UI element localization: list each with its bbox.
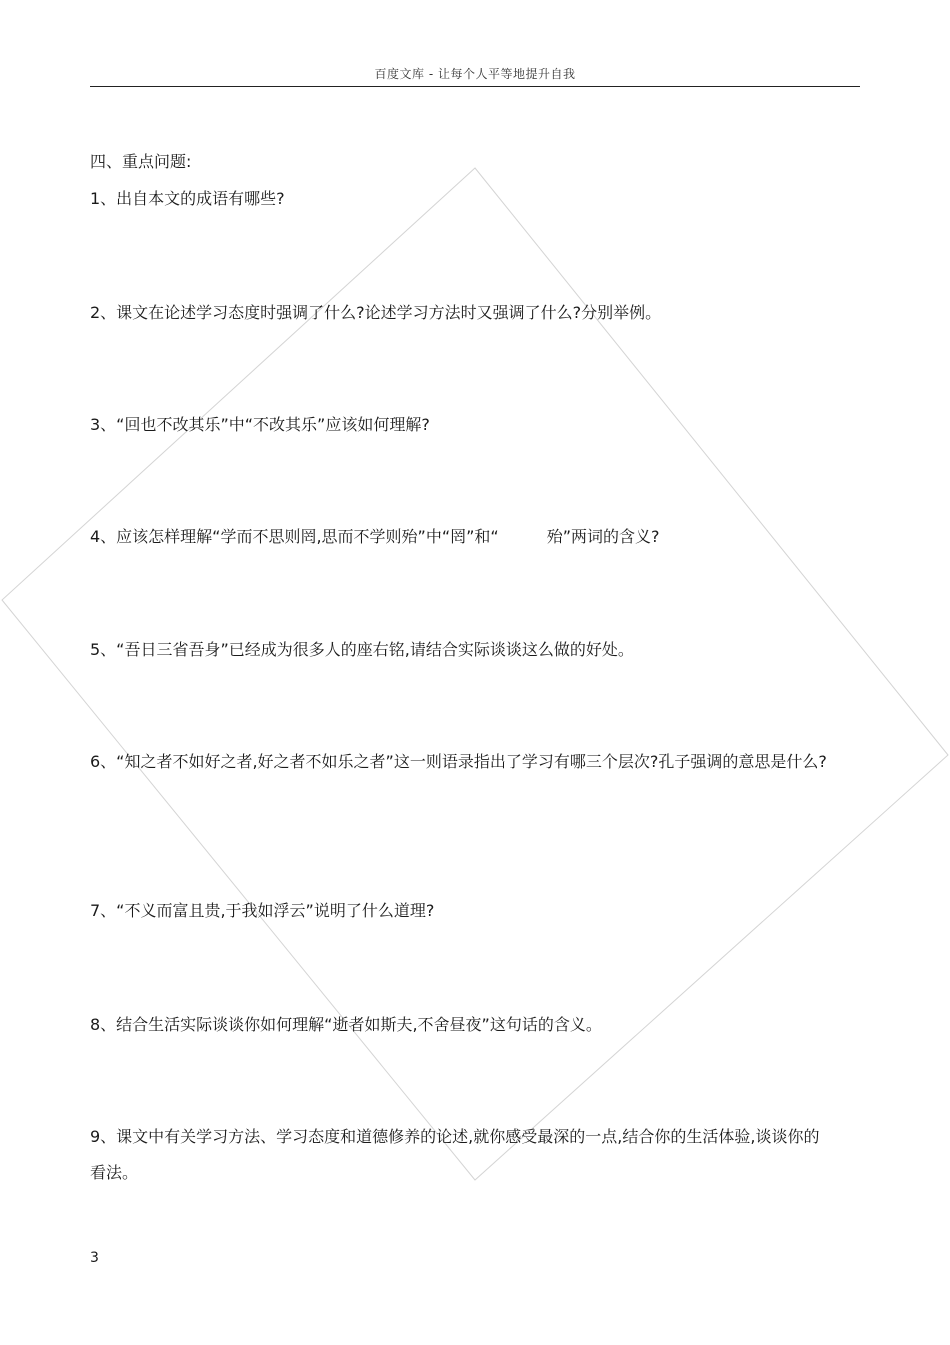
header-title: 百度文库 - 让每个人平等地提升自我: [374, 67, 576, 81]
section-heading: 四、重点问题:: [90, 152, 192, 171]
question-2: 2、课文在论述学习态度时强调了什么?论述学习方法时又强调了什么?分别举例。: [90, 303, 662, 322]
question-7: 7、“不义而富且贵,于我如浮云”说明了什么道理?: [90, 901, 435, 920]
question-3: 3、“回也不改其乐”中“不改其乐”应该如何理解?: [90, 415, 430, 434]
question-8: 8、结合生活实际谈谈你如何理解“逝者如斯夫,不舍昼夜”这句话的含义。: [90, 1015, 602, 1034]
page-number: 3: [90, 1250, 99, 1266]
question-9: 9、课文中有关学习方法、学习态度和道德修养的论述,就你感受最深的一点,结合你的生活体验,谈谈你的看法。: [90, 1127, 820, 1182]
question-6: 6、“知之者不如好之者,好之者不如乐之者”这一则语录指出了学习有哪三个层次?孔子强调的意思是什么?: [90, 752, 827, 771]
question-1: 1、出自本文的成语有哪些?: [90, 189, 285, 208]
header-divider: [90, 86, 860, 87]
question-4: 4、应该怎样理解“学而不思则罔,思而不学则殆”中“罔”和“ 殆”两词的含义?: [90, 527, 660, 546]
question-5: 5、“吾日三省吾身”已经成为很多人的座右铭,请结合实际谈谈这么做的好处。: [90, 640, 634, 659]
